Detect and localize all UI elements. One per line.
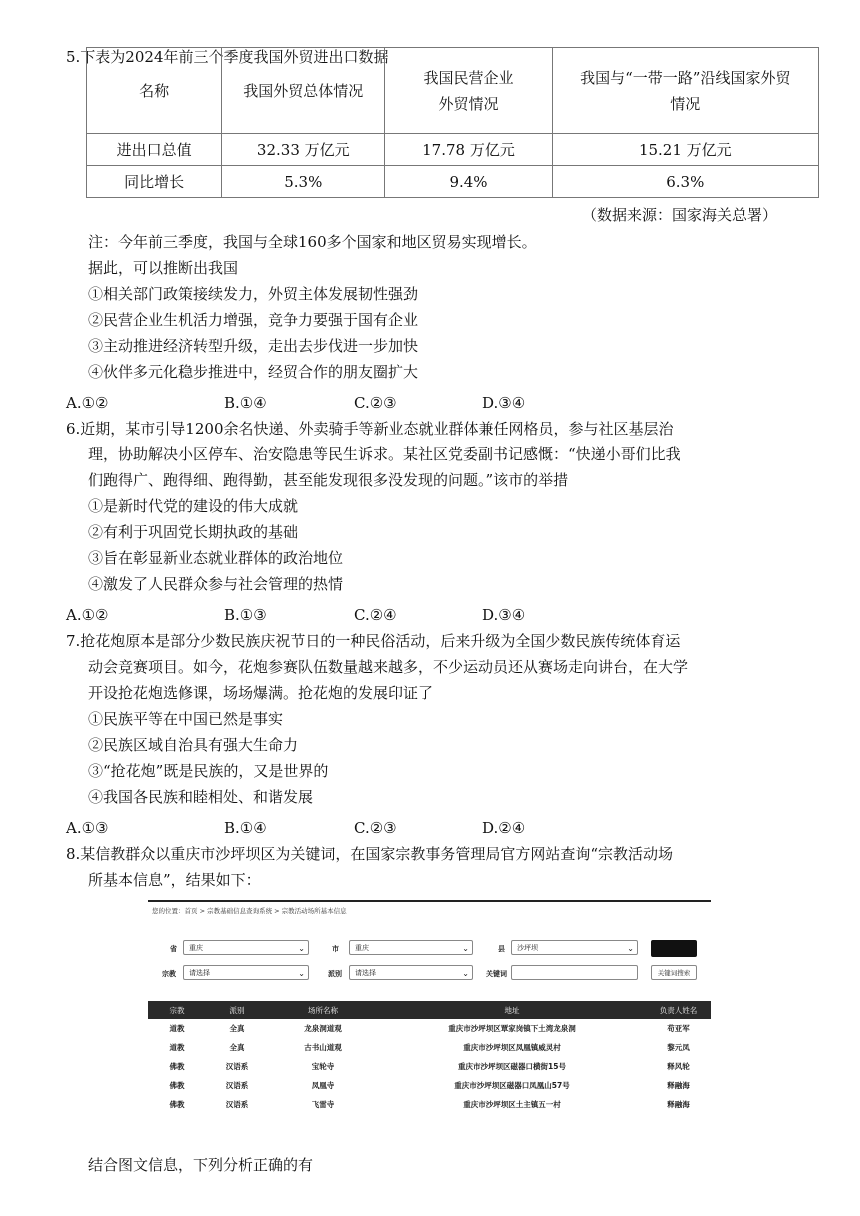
cell-site-name: 凤凰寺 [311,1081,335,1090]
cell-address: 重庆市沙坪坝区磁器口横街15号 [458,1062,566,1071]
keyword-search-button[interactable]: 关键词搜索 [651,965,697,980]
q6-stem: 们跑得广、跑得细、跑得勤，甚至能发现很多没发现的问题。”该市的举措 [88,471,569,489]
cell-religion: 佛教 [169,1100,185,1109]
table-cell: 同比增长 [87,166,222,198]
screenshot-top-rule [148,900,711,902]
q8-closing: 结合图文信息，下列分析正确的有 [88,1156,314,1174]
cell-address: 重庆市沙坪坝区覃家岗镇下土湾龙泉洞 [448,1024,576,1033]
q5-item: ④伙伴多元化稳步推进中，经贸合作的朋友圈扩大 [88,363,419,381]
column-header: 派别 [206,1001,268,1019]
table-header-total: 我国外贸总体情况 [222,48,385,134]
q8-stem: 8.某信教群众以重庆市沙坪坝区为关键词，在国家宗教事务管理局官方网站查询“宗教活动场 [66,845,673,863]
table-cell: 17.78 万亿元 [385,134,552,166]
table-cell: 进出口总值 [87,134,222,166]
q7-option-c: C.②③ [354,819,397,837]
column-header: 地址 [378,1001,646,1019]
city-label: 市 [332,945,339,953]
cell-site-name: 宝轮寺 [311,1062,335,1071]
table-cell: 5.3% [222,166,385,198]
sect-select[interactable]: 请选择 ⌄ [349,965,473,980]
cell-leader: 苟亚军 [667,1024,690,1033]
cell-leader: 释融海 [667,1100,690,1109]
q5-option-c: C.②③ [354,394,397,412]
q6-option-d: D.③④ [482,606,526,624]
cell-sect: 全真 [229,1024,245,1033]
q6-option-a: A.①② [66,606,109,624]
cell-leader: 释融海 [667,1081,690,1090]
q5-item: ②民营企业生机活力增强，竞争力要强于国有企业 [88,311,419,329]
religion-label: 宗教 [162,970,176,978]
cell-address: 重庆市沙坪坝区土主镇五一村 [463,1100,561,1109]
results-table [148,1001,711,1114]
table-row [148,1095,711,1114]
cell-sect: 全真 [229,1043,245,1052]
q5-item: ①相关部门政策接续发力，外贸主体发展韧性强劲 [88,285,419,303]
q7-option-b: B.①④ [224,819,267,837]
cell-religion: 佛教 [169,1062,185,1071]
q6-item: ①是新时代党的建设的伟大成就 [88,497,299,515]
chevron-down-icon: ⌄ [462,944,469,953]
cell-sect: 汉语系 [225,1062,249,1071]
column-header: 场所名称 [268,1001,378,1019]
table-row [148,1038,711,1057]
table-row [148,1076,711,1095]
keyword-label: 关键词 [486,970,507,978]
cell-address: 重庆市沙坪坝区凤凰镇威灵村 [463,1043,561,1052]
chevron-down-icon: ⌄ [627,944,634,953]
q6-stem: 6.近期，某市引导1200余名快递、外卖骑手等新业态就业群体兼任网格员，参与社区基层治 [66,420,674,438]
q5-option-b: B.①④ [224,394,267,412]
q7-option-a: A.①③ [66,819,109,837]
county-label: 县 [498,945,505,953]
q7-option-d: D.②④ [482,819,526,837]
q5-option-d: D.③④ [482,394,526,412]
cell-religion: 道教 [169,1043,185,1052]
chevron-down-icon: ⌄ [462,969,469,978]
cell-site-name: 古书山道观 [304,1043,342,1052]
cell-address: 重庆市沙坪坝区磁器口凤凰山57号 [454,1081,570,1090]
keyword-input[interactable] [511,965,638,980]
cell-religion: 佛教 [169,1081,185,1090]
table-cell: 9.4% [385,166,552,198]
table-cell: 32.33 万亿元 [222,134,385,166]
cell-sect: 汉语系 [225,1081,249,1090]
q5-lead: 据此，可以推断出我国 [88,259,239,277]
q7-item: ①民族平等在中国已然是事实 [88,710,284,728]
data-source: （数据来源：国家海关总署） [582,206,778,224]
table-row [148,1019,711,1038]
column-header: 宗教 [148,1001,206,1019]
cell-leader: 释风轮 [667,1062,690,1071]
province-select[interactable]: 重庆 ⌄ [183,940,309,955]
religion-select[interactable]: 请选择 ⌄ [183,965,309,980]
q7-item: ②民族区域自治具有强大生命力 [88,736,299,754]
table-header-private: 我国民营企业 外贸情况 [385,48,552,134]
q8-stem: 所基本信息”，结果如下： [88,871,261,889]
sect-label: 派别 [328,970,342,978]
cell-sect: 汉语系 [225,1100,249,1109]
religious-site-query-screenshot [148,900,711,1125]
q6-item: ③旨在彰显新业态就业群体的政治地位 [88,549,344,567]
q5-stem: 5.下表为2024年前三个季度我国外贸进出口数据 [66,48,389,66]
table-cell: 15.21 万亿元 [552,134,818,166]
cell-leader: 黎元凤 [667,1043,690,1052]
q6-item: ②有利于巩固党长期执政的基础 [88,523,299,541]
cell-site-name: 飞雷寺 [311,1100,335,1109]
q5-item: ③主动推进经济转型升级，走出去步伐进一步加快 [88,337,419,355]
breadcrumb: 您的位置：首页 > 宗教基础信息查询系统 > 宗教活动场所基本信息 [152,907,347,915]
q7-stem: 动会竞赛项目。如今，花炮参赛队伍数量越来越多，不少运动员还从赛场走向讲台，在大学 [88,658,689,676]
q6-option-b: B.①③ [224,606,267,624]
q7-stem: 7.抢花炮原本是部分少数民族庆祝节日的一种民俗活动，后来升级为全国少数民族传统体育运 [66,632,681,650]
q7-stem: 开设抢花炮选修课，场场爆满。抢花炮的发展印证了 [88,684,434,702]
trade-data-table [86,47,819,198]
county-select[interactable]: 沙坪坝 ⌄ [511,940,638,955]
cell-religion: 道教 [169,1024,185,1033]
chevron-down-icon: ⌄ [298,944,305,953]
chevron-down-icon: ⌄ [298,969,305,978]
search-button[interactable] [651,940,697,957]
table-row [148,1057,711,1076]
province-label: 省 [170,945,177,953]
cell-site-name: 龙泉洞道观 [304,1024,342,1033]
q7-item: ③“抢花炮”既是民族的，又是世界的 [88,762,329,780]
q5-option-a: A.①② [66,394,109,412]
city-select[interactable]: 重庆 ⌄ [349,940,473,955]
q5-note: 注：今年前三季度，我国与全球160多个国家和地区贸易实现增长。 [88,233,537,251]
table-header-name: 名称 [87,48,222,134]
q6-item: ④激发了人民群众参与社会管理的热情 [88,575,344,593]
table-header-belt-road: 我国与“一带一路”沿线国家外贸 情况 [552,48,818,134]
table-cell: 6.3% [552,166,818,198]
column-header: 负责人姓名 [646,1001,711,1019]
q6-stem: 理，协助解决小区停车、治安隐患等民生诉求。某社区党委副书记感慨：“快递小哥们比我 [88,445,681,463]
q6-option-c: C.②④ [354,606,397,624]
q7-item: ④我国各民族和睦相处、和谐发展 [88,788,314,806]
